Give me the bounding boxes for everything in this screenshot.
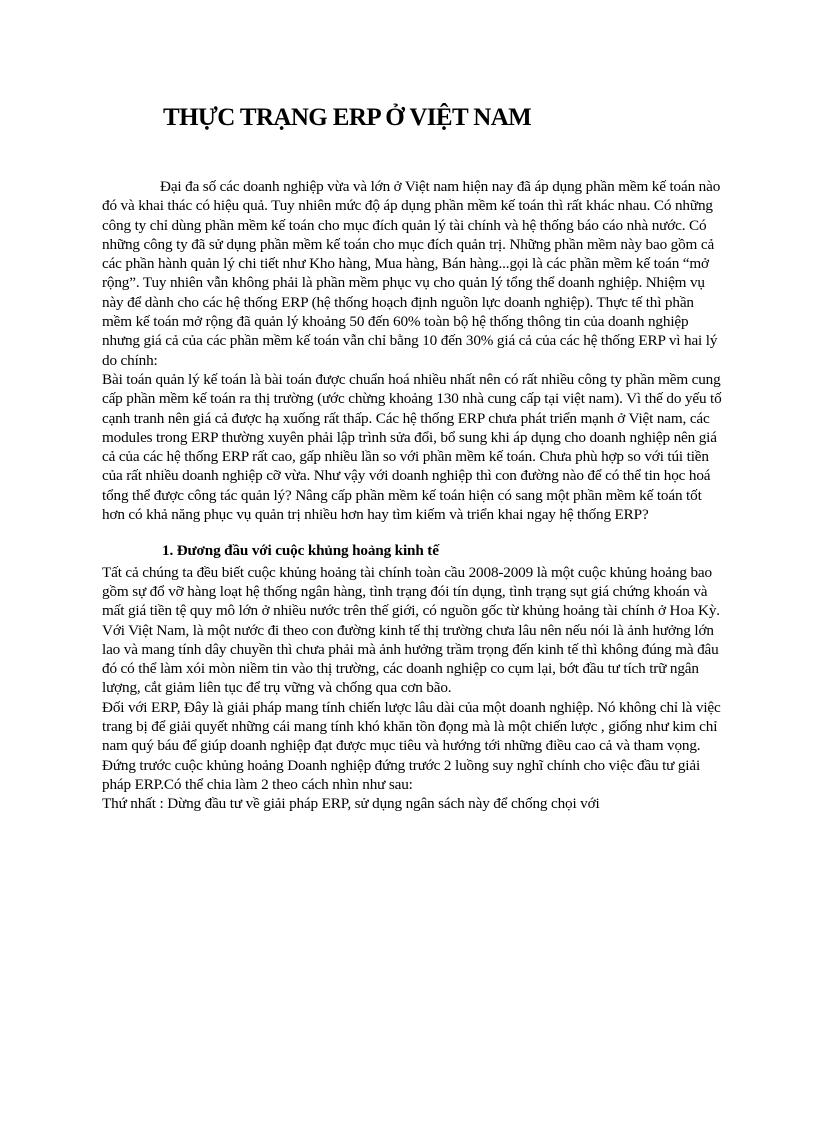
document-body: [102, 177, 726, 814]
intro-paragraph: Đại đa số các doanh nghiệp vừa và lớn ở Việt nam hiện nay đã áp dụng phần mềm kế toán nào đó và khai thác có hiệu quả. Tuy nhiên mức độ áp dụng phần mềm kế toán thì rất khác nhau. Có những công ty chỉ dùng phần mềm kế toán cho mục đích quản lý tài chính và hệ thống báo cáo nhà nước. Có những công ty đã sử dụng phần mềm kế toán cho mục đích quản trị. Những phần mềm này bao gồm cả các phần hành quản lý chi tiết như Kho hàng, Mua hàng, Bán hàng...gọi là các phần mềm kế toán “mở rộng”. Tuy nhiên vẫn không phải là phần mềm phục vụ cho quản lý tổng thể doanh nghiệp. Nhiệm vụ này để dành cho các hệ thống ERP (hệ thống hoạch định nguồn lực doanh nghiệp). Thực tế thì phần mềm kế toán mở rộng đã quản lý khoảng 50 đến 60% toàn bộ hệ thống thông tin của doanh nghiệp nhưng giá cả của các phần mềm kế toán vẫn chỉ bằng 10 đến 30% giá cả của các hệ thống ERP vì hai lý do chính:: [102, 178, 721, 369]
document-title: THỰC TRẠNG ERP Ở VIỆT NAM: [163, 104, 532, 131]
section-paragraph: Tất cả chúng ta đều biết cuộc khủng hoảng tài chính toàn cầu 2008-2009 là một cuộc khủng hoảng bao gồm sự đổ vỡ hàng loạt hệ thống ngân hàng, tình trạng đói tín dụng, tình trạng sụt giá chứng khoán và mất giá tiền tệ quy mô lớn ở nhiều nước trên thế giới, có nguồn gốc từ khủng hoảng tài chính ở Hoa Kỳ.: [102, 563, 720, 620]
section-paragraph: Với Việt Nam, là một nước đi theo con đường kinh tế thị trường chưa lâu nên nếu nói là ảnh hưởng lớn lao và mang tính dây chuyền thì chưa phải mà ảnh hưởng trầm trọng đến kinh tế thì không đúng mà đâu đó có thể làm xói mòn niềm tin vào thị trường, các doanh nghiệp co cụm lại, bớt đầu tư tích trữ ngân lượng, cắt giảm liên tục để trụ vững và chống qua cơn bão.: [102, 621, 719, 697]
body-paragraph: Bài toán quản lý kế toán là bài toán được chuẩn hoá nhiều nhất nên có rất nhiều công ty phần mềm cung cấp phần mềm kế toán ra thị trường (ước chừng khoảng 130 nhà cung cấp tại việt nam). Vì thế do yếu tố cạnh tranh nên giá cả được hạ xuống rất thấp. Các hệ thống ERP chưa phát triển mạnh ở Việt nam, các modules trong ERP thường xuyên phải lập trình sửa đổi, bổ sung khi áp dụng cho doanh nghiệp nên giá cả của các hệ thống ERP rất cao, gấp nhiều lần so với phần mềm kế toán. Chưa phù hợp so với túi tiền của rất nhiều doanh nghiệp cỡ vừa. Như vậy với doanh nghiệp thì con đường nào để có thể tin học hoá tổng thể được công tác quản lý? Nâng cấp phần mềm kế toán hiện có sang một phần mềm kế toán tốt hơn có khả năng phục vụ quản trị nhiều hơn hay tìm kiếm và triển khai ngay hệ thống ERP?: [102, 370, 722, 524]
section-paragraph: Thứ nhất : Dừng đầu tư về giải pháp ERP, sử dụng ngân sách này để chống chọi với: [102, 795, 600, 813]
section-heading: 1. Đương đầu với cuộc khủng hoảng kinh tế: [162, 542, 439, 560]
section-paragraph: Đối với ERP, Đây là giải pháp mang tính chiến lược lâu dài của một doanh nghiệp. Nó không chỉ là việc trang bị để giải quyết những cái mang tính khó khăn tồn đọng mà là một chiến lược , giống như kim chỉ nam quý báu để giúp doanh nghiệp đạt được mục tiêu và hướng tới những điều cao cả và tham vọng. Đứng trước cuộc khủng hoảng Doanh nghiệp đứng trước 2 luồng suy nghĩ chính cho việc đầu tư giải pháp ERP.Có thể chia làm 2 theo cách nhìn như sau:: [102, 698, 721, 793]
